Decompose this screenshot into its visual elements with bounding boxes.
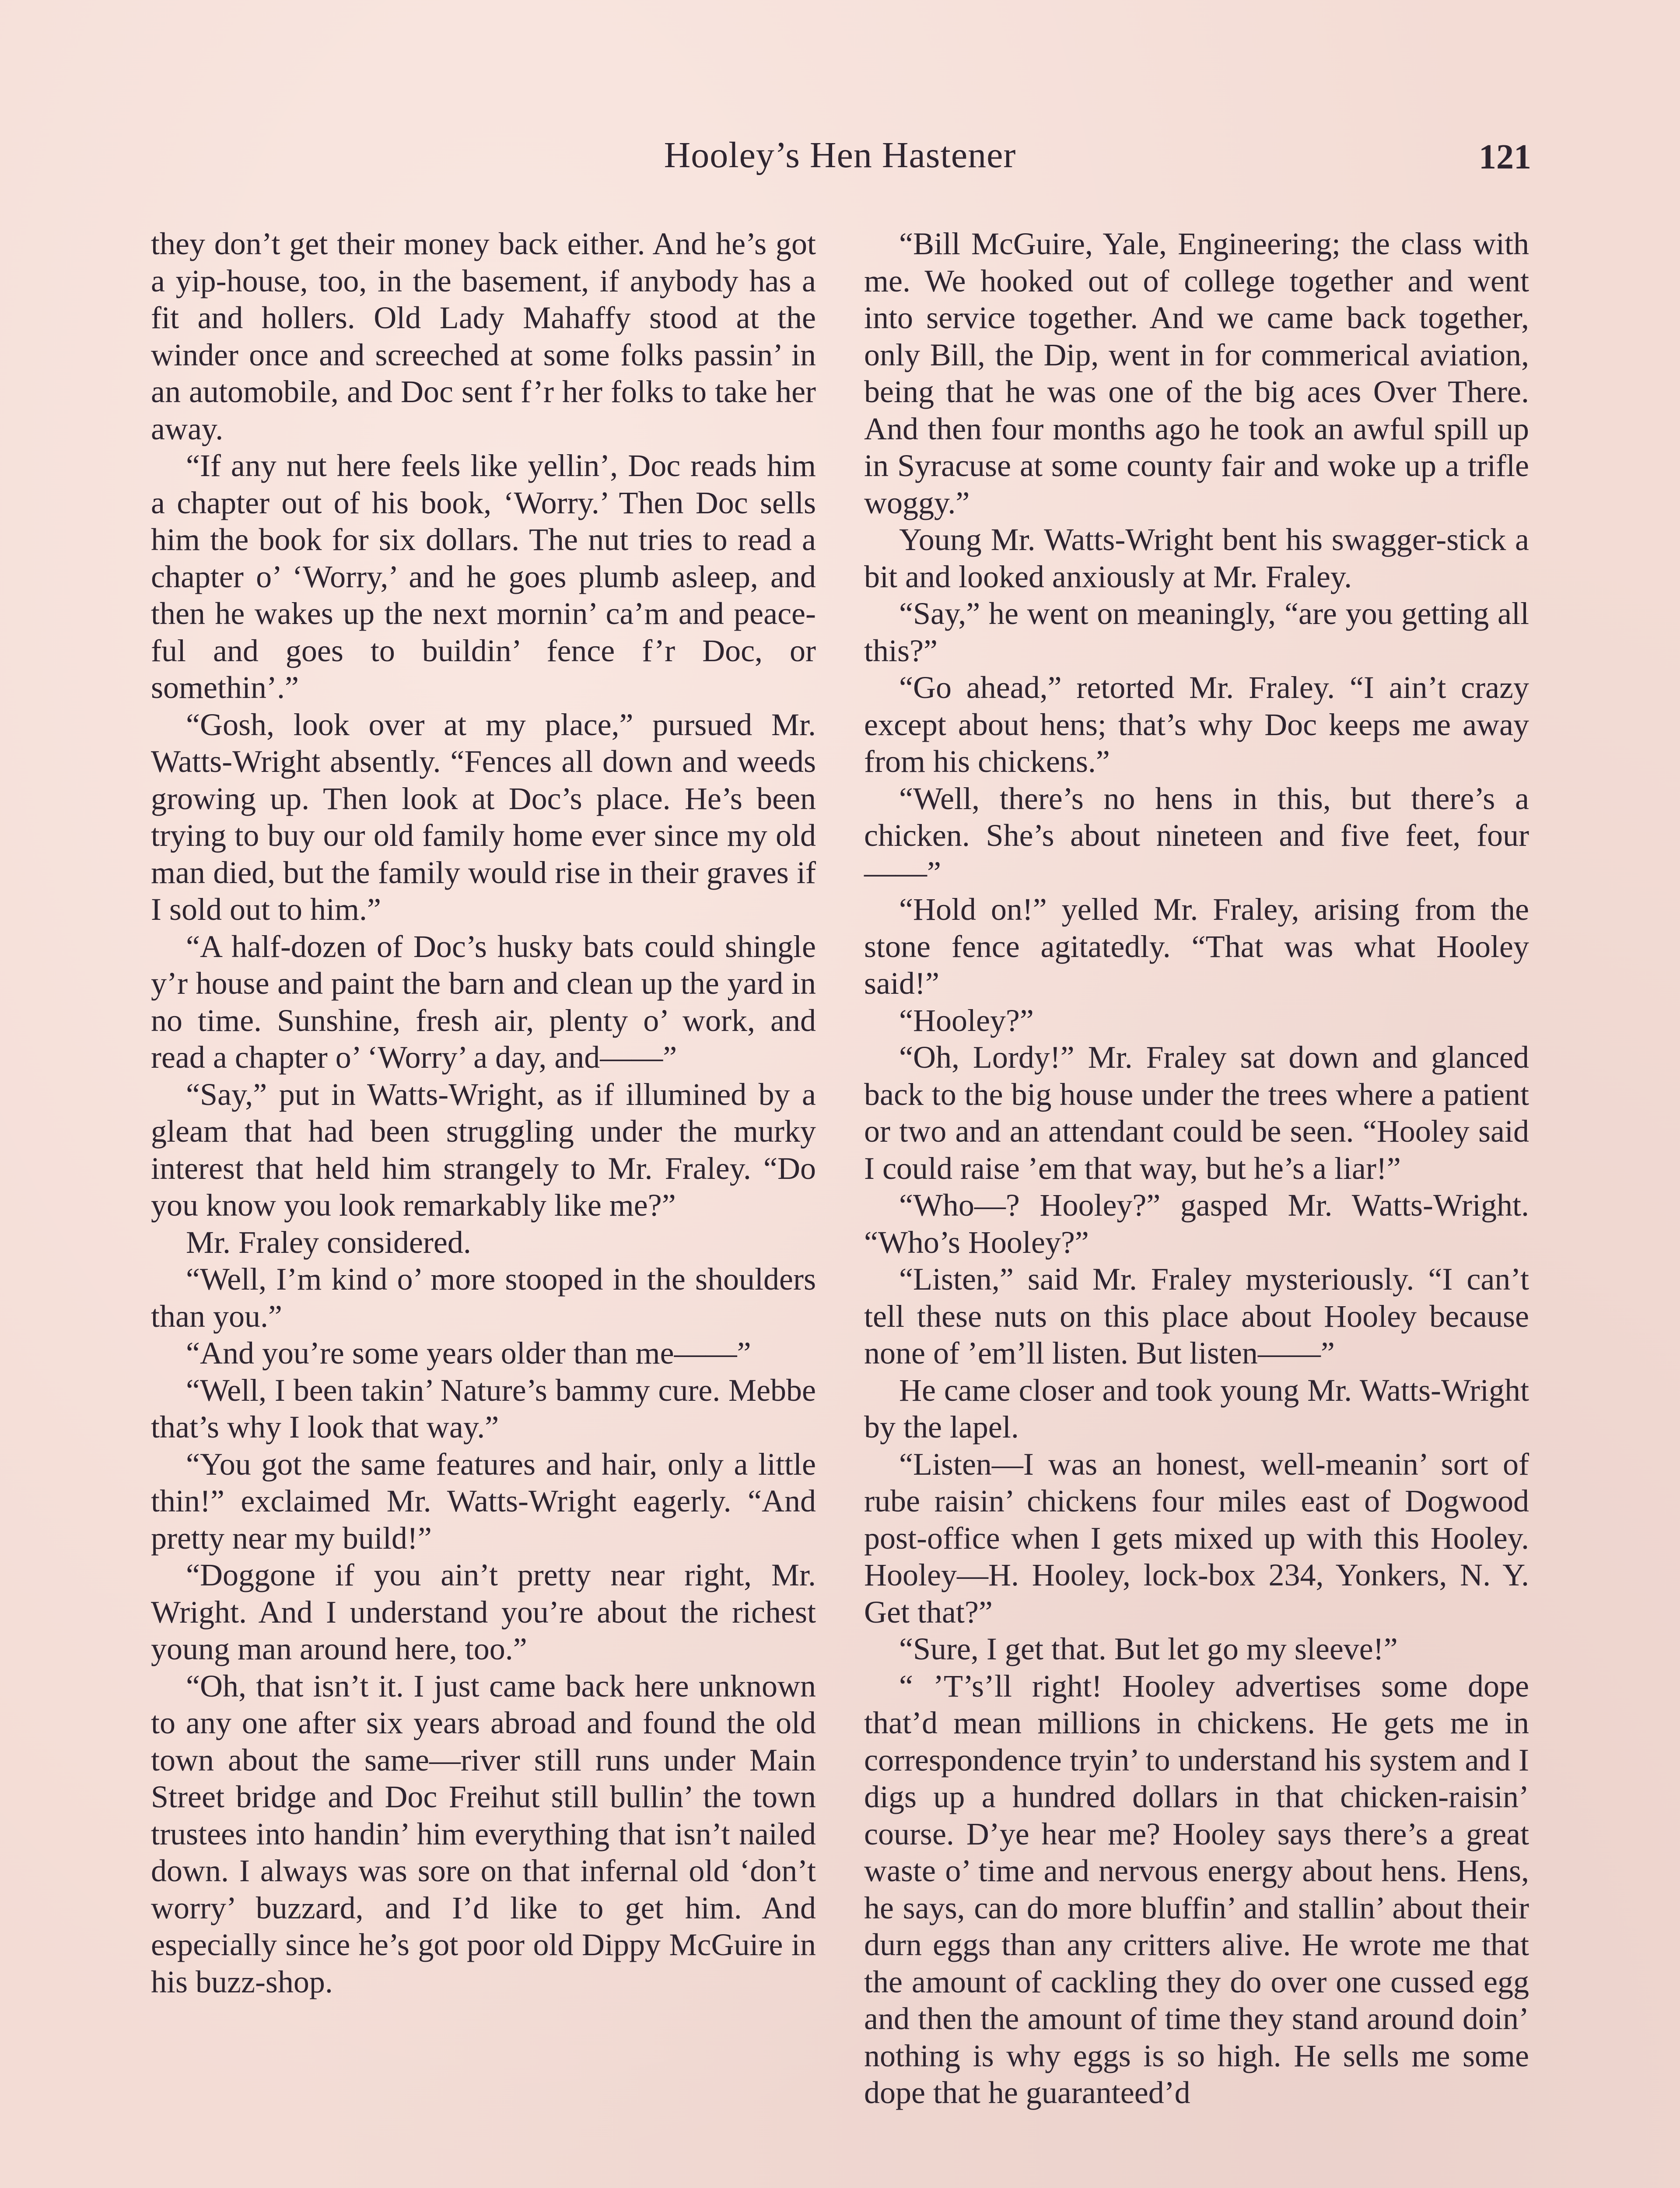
paragraph: “Listen—I was an honest, well-meanin’ sort of rube raisin’ chickens four miles east of Dogwood post-office when I gets mixed up with this Hooley. Hooley—H. Hooley, lock-box 234, Yonkers, N. Y. Get that?” bbox=[864, 1446, 1529, 1630]
paragraph: “Who—? Hooley?” gasped Mr. Watts-Wright. “Who’s Hooley?” bbox=[864, 1188, 1529, 1260]
paragraph: “Sure, I get that. But let go my sleeve!” bbox=[899, 1631, 1398, 1666]
paragraph: “Hooley?” bbox=[899, 1003, 1034, 1038]
paragraph: “Oh, Lordy!” Mr. Fraley sat down and glanced back to the big house under the trees where a patient or two and an attendant could be seen. “Hooley said I could raise ’em that way, but he’s a liar!” bbox=[864, 1040, 1529, 1186]
left-column bbox=[151, 225, 816, 2188]
paragraph: Mr. Fraley considered. bbox=[186, 1224, 471, 1260]
paragraph: “Listen,” said Mr. Fraley mysteriously. “I can’t tell these nuts on this place about Hooley because none of ’em’ll listen. But listen——” bbox=[864, 1262, 1529, 1371]
paragraph: “Bill McGuire, Yale, Engineering; the class with me. We hooked out of college together and went into service together. And we came back together, only Bill, the Dip, went in for commerical aviation, being that he was one of the big aces Over There. And then four months ago he took an awful spill up in Syracuse at some county fair and woke up a trifle woggy.” bbox=[864, 226, 1529, 520]
paragraph: “Say,” put in Watts-Wright, as if illumined by a gleam that had been struggling under the murky interest that held him strangely to Mr. Fraley. “Do you know you look remarkably like me?” bbox=[151, 1076, 816, 1223]
paragraph: “Gosh, look over at my place,” pursued Mr. Watts-Wright absently. “Fences all down and weeds growing up. Then look at Doc’s place. He’s been trying to buy our old family home ever since my old man died, but the family would rise in their graves if I sold out to him.” bbox=[151, 707, 816, 927]
paragraph: “Hold on!” yelled Mr. Fraley, arising from the stone fence agitatedly. “That was what Hooley said!” bbox=[864, 892, 1529, 1001]
paragraph: Young Mr. Watts-Wright bent his swagger-stick a bit and looked anxiously at Mr. Fraley. bbox=[864, 522, 1529, 594]
paragraph: “And you’re some years older than me——” bbox=[186, 1336, 751, 1371]
paragraph: “Well, I’m kind o’ more stooped in the shoulders than you.” bbox=[151, 1262, 816, 1334]
running-title: Hooley’s Hen Hastener bbox=[664, 135, 1016, 175]
paragraph: “Well, there’s no hens in this, but there’s a chicken. She’s about nineteen and five feet, four——” bbox=[864, 781, 1529, 890]
paragraph: “Say,” he went on meaningly, “are you getting all this?” bbox=[864, 596, 1529, 668]
paragraph: “Oh, that isn’t it. I just came back here unknown to any one after six years abroad and found the old town about the same—river still runs under Main Street bridge and Doc Freihut still bullin’ the town trustees into handin’ him everything that isn’t nailed down. I always was sore on that infernal old ‘don’t worry’ buzzard, and I’d like to get him. And especially since he’s got poor old Dippy McGuire in his buzz-shop. bbox=[151, 1668, 816, 1999]
paragraph: “Doggone if you ain’t pretty near right, Mr. Wright. And I understand you’re about the richest young man around here, too.” bbox=[151, 1557, 816, 1666]
paragraph: “You got the same features and hair, only a little thin!” exclaimed Mr. Watts-Wright eagerly. “And pretty near my build!” bbox=[151, 1446, 816, 1556]
page-number: 121 bbox=[1479, 138, 1531, 176]
right-column bbox=[864, 225, 1529, 2188]
paragraph: “Go ahead,” retorted Mr. Fraley. “I ain’t crazy except about hens; that’s why Doc keeps me away from his chickens.” bbox=[864, 670, 1529, 779]
running-head bbox=[0, 131, 1680, 188]
paragraph: “If any nut here feels like yellin’, Doc reads him a chapter out of his book, ‘Worry.’ Then Doc sells him the book for six dollars. The nut tries to read a chapter o’ ‘Worry,’ and he goes plumb asleep, and then he wakes up the next mornin’ ca’m and peaceful and goes to buildin’ fence f’r Doc, or somethin’.” bbox=[151, 448, 816, 705]
paragraph: they don’t get their money back either. And he’s got a yip-house, too, in the basement, if anybody has a fit and hollers. Old Lady Mahaffy stood at the winder once and screeched at some folks passin’ in an automobile, and Doc sent f’r her folks to take her away. bbox=[151, 226, 816, 446]
paragraph: He came closer and took young Mr. Watts-Wright by the lapel. bbox=[864, 1372, 1529, 1445]
paragraph: “ ’T’s’ll right! Hooley advertises some dope that’d mean millions in chickens. He gets me in correspondence tryin’ to understand his system and I digs up a hundred dollars in that chicken-raisin’ course. D’ye hear me? Hooley says there’s a great waste o’ time and nervous energy about hens. Hens, he says, can do more bluffin’ and stallin’ about their durn eggs than any critters alive. He wrote me that the amount of cackling they do over one cussed egg and then the amount of time they stand around doin’ nothing is why eggs is so high. He sells me some dope that he guaranteed’d bbox=[864, 1668, 1529, 2110]
paragraph: “Well, I been takin’ Nature’s bammy cure. Mebbe that’s why I look that way.” bbox=[151, 1372, 816, 1445]
paragraph: “A half-dozen of Doc’s husky bats could shingle y’r house and paint the barn and clean up the yard in no time. Sunshine, fresh air, plenty o’ work, and read a chapter o’ ‘Worry’ a day, and——” bbox=[151, 929, 816, 1075]
